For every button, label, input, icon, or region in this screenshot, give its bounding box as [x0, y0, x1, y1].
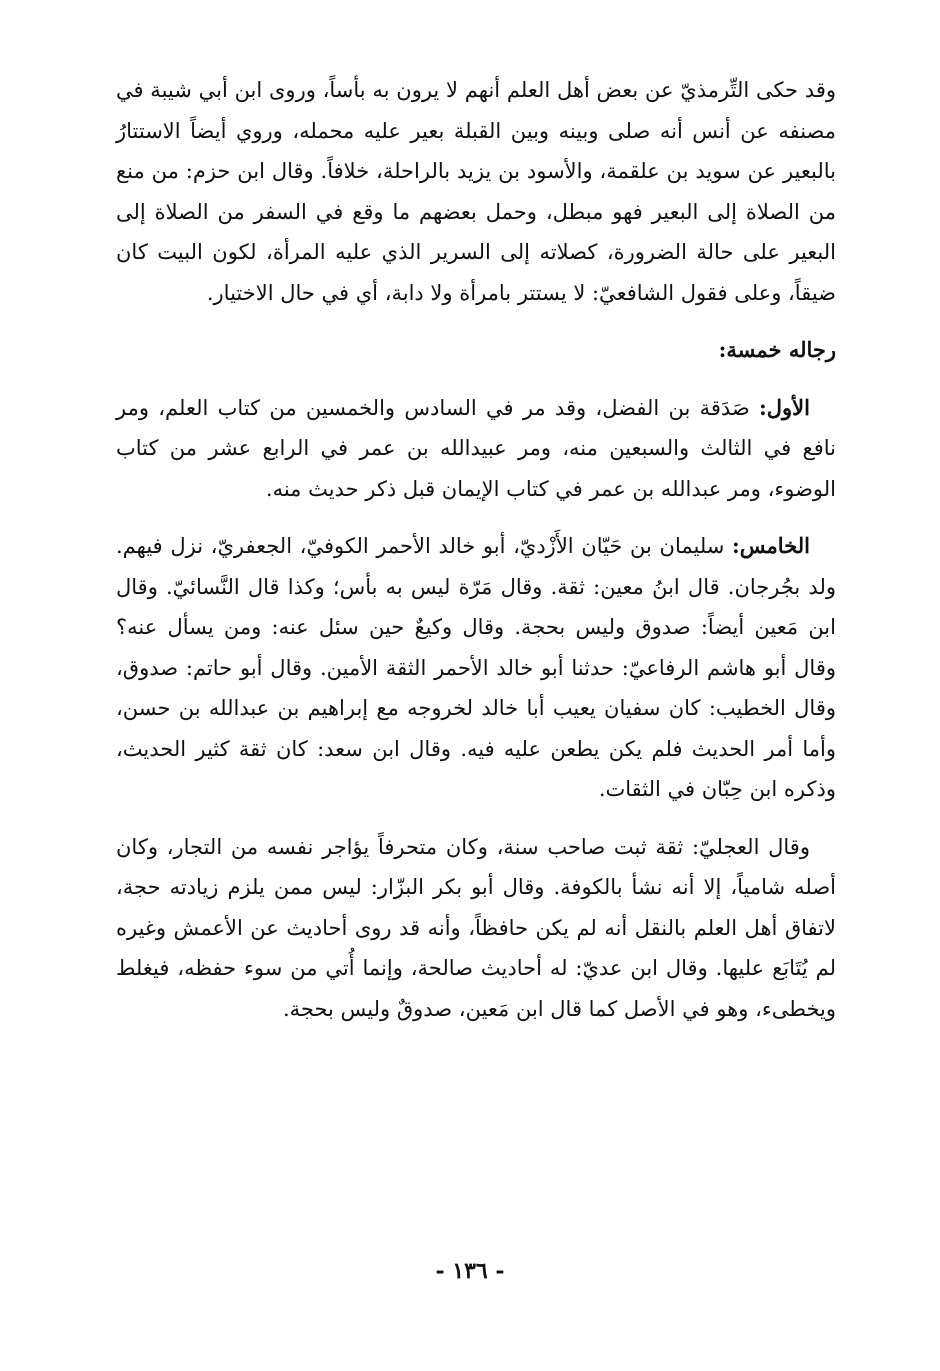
paragraph-narrator-5: [116, 526, 836, 810]
page-number: - ١٣٦ -: [435, 1258, 505, 1284]
paragraph-narrator-5-lead: الخامس:: [732, 533, 810, 558]
paragraph-narrator-1-lead: الأول:: [759, 394, 810, 420]
paragraph-narrator-1: [116, 388, 836, 510]
paragraph-ijli: [116, 827, 836, 1030]
paragraph-1: [116, 70, 836, 313]
paragraph-narrator-1-text: صَدَقة بن الفضل، وقد مر في السادس والخمسين من كتاب العلم، ومر نافع في الثالث والسبعين منه، ومر عبيدالله بن عمر في الرابع عشر من كتاب الوضوء، ومر عبدالله بن عمر في كتاب الإيمان قبل ذكر حديث منه.: [116, 395, 836, 501]
paragraph-ijli-text: وقال العجليّ: ثقة ثبت صاحب سنة، وكان متحرفاً يؤاجر نفسه من التجار، وكان أصله شامياً، إلا أنه نشأ بالكوفة. وقال أبو بكر البزّار: ليس ممن يلزم زيادته حجة، لاتفاق أهل العلم بالنقل أنه لم يكن حافظاً، وأنه قد روى أحاديث عن الأعمش وغيره لم يُتَابَع عليها. وقال ابن عديّ: له أحاديث صالحة، وإنما أُتي من سوء حفظه، فيغلط ويخطىء، وهو في الأصل كما قال ابن مَعين، صدوقٌ وليس بحجة.: [116, 834, 836, 1021]
section-heading: رجاله خمسة:: [718, 337, 836, 362]
paragraph-1-text: وقد حكى التِّرمذيّ عن بعض أهل العلم أنهم لا يرون به بأساً، وروى ابن أبي شيبة في مصنفه عن أنس أنه صلى وبينه وبين القبلة بعير عليه محمله، وروي أيضاً الاستتارُ بالبعير عن سويد بن علقمة، والأسود بن يزيد بالراحلة، خلافاً. وقال ابن حزم: من منع من الصلاة إلى البعير فهو مبطل، وحمل بعضهم ما وقع في السفر من الصلاة إلى البعير على حالة الضرورة، كصلاته إلى السرير الذي عليه المرأة، لكون البيت كان ضيقاً، وعلى فقول الشافعيّ: لا يستتر بامرأة ولا دابة، أي في حال الاختيار.: [116, 78, 836, 305]
page-body: [116, 70, 836, 1046]
paragraph-narrator-5-text: سليمان بن حَيّان الأَزْديّ، أبو خالد الأحمر الكوفيّ، الجعفريّ، نزل فيهم. ولد بجُرجان. قال ابنُ معين: ثقة. وقال مَرّة ليس به بأس؛ وكذا قال النَّسائيّ. وقال ابن مَعين أيضاً: صدوق وليس بحجة. وقال وكيعٌ حين سئل عنه: ومن يسأل عنه؟ وقال أبو هاشم الرفاعيّ: حدثنا أبو خالد الأحمر الثقة الأمين. وقال أبو حاتم: صدوق، وقال الخطيب: كان سفيان يعيب أبا خالد لخروجه مع إبراهيم بن عبدالله بن حسن، وأما أمر الحديث فلم يكن يطعن عليه فيه. وقال ابن سعد: كان ثقة كثير الحديث، وذكره ابن حِبّان في الثقات.: [116, 534, 836, 801]
